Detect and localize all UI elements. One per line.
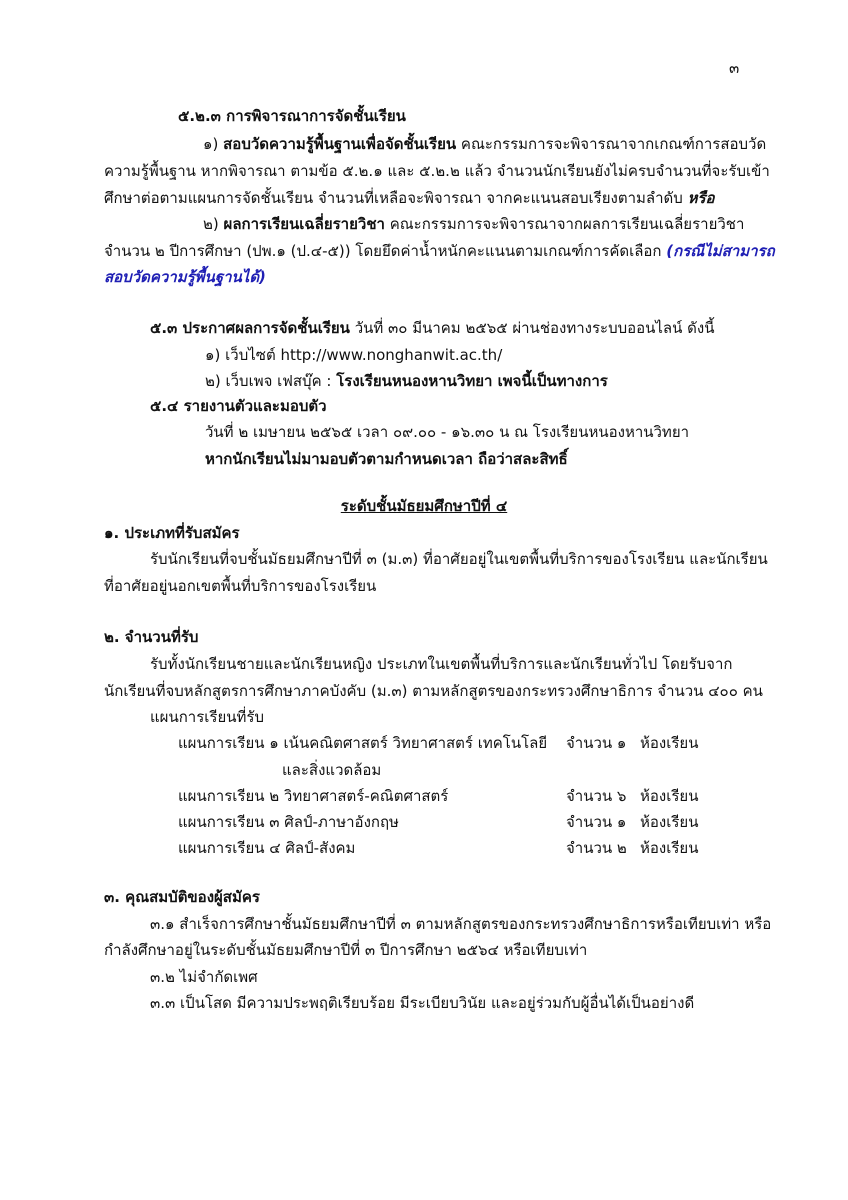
plan-unit: ห้องเรียน bbox=[640, 813, 699, 831]
note-text: (กรณีไม่สามารถ bbox=[666, 242, 775, 260]
plan-unit: ห้องเรียน bbox=[640, 839, 699, 857]
item-text: คณะกรรมการจะพิจารณาจากผลการเรียนเฉลี่ยรายวิชา bbox=[389, 215, 745, 233]
plan-qty: จำนวน ๑ bbox=[566, 813, 627, 831]
section-heading-2: ๒. จำนวนที่รับ bbox=[104, 628, 199, 646]
item-title: สอบวัดความรู้พื้นฐานเพื่อจัดชั้นเรียน bbox=[223, 135, 457, 153]
plan-qty: จำนวน ๑ bbox=[566, 734, 627, 752]
plan-qty: จำนวน ๒ bbox=[566, 839, 627, 857]
plan-unit: ห้องเรียน bbox=[640, 787, 699, 805]
website-item: ๑) เว็บไซต์ http://www.nonghanwit.ac.th/ bbox=[205, 346, 503, 364]
paragraph-line: รับทั้งนักเรียนชายและนักเรียนหญิง ประเภทในเขตพื้นที่บริการและนักเรียนทั่วไป โดยรับจาก bbox=[150, 655, 733, 673]
qualification-item: ๓.๑ สำเร็จการศึกษาชั้นมัธยมศึกษาปีที่ ๓ ตามหลักสูตรของกระทรวงศึกษาธิการหรือเทียบเท่า หรือ bbox=[150, 915, 772, 933]
paragraph-line bbox=[150, 318, 714, 338]
paragraph-line bbox=[104, 188, 715, 208]
facebook-page-name: โรงเรียนหนองหานวิทยา เพจนี้เป็นทางการ bbox=[336, 372, 608, 390]
plans-label: แผนการเรียนที่รับ bbox=[150, 708, 264, 726]
paragraph-line bbox=[104, 241, 775, 261]
item-label: ๑) bbox=[203, 135, 219, 153]
section-title: ระดับชั้นมัธยมศึกษาปีที่ ๔ bbox=[340, 497, 508, 515]
paragraph-line bbox=[203, 134, 766, 154]
plan-unit: ห้องเรียน bbox=[640, 734, 699, 752]
section-heading-5-4: ๕.๔ รายงานตัวและมอบตัว bbox=[150, 397, 327, 415]
section-heading-3: ๓. คุณสมบัติของผู้สมัคร bbox=[104, 888, 260, 906]
item-label: ๒) bbox=[203, 215, 219, 233]
section-heading-5-3: ๕.๓ ประกาศผลการจัดชั้นเรียน bbox=[150, 319, 350, 337]
item-text: คณะกรรมการจะพิจารณาจากเกณฑ์การสอบวัด bbox=[460, 135, 767, 153]
page-number: ๓ bbox=[729, 59, 740, 77]
plan-name: แผนการเรียน ๔ ศิลป์-สังคม bbox=[178, 839, 356, 857]
paragraph-text: วันที่ ๓๐ มีนาคม ๒๕๖๕ ผ่านช่องทางระบบออนไลน์ ดังนี้ bbox=[354, 319, 715, 337]
paragraph-line: วันที่ ๒ เมษายน ๒๕๖๕ เวลา ๐๙.๐๐ - ๑๖.๓๐ น ณ โรงเรียนหนองหานวิทยา bbox=[205, 423, 690, 441]
note-text: สอบวัดความรู้พื้นฐานได้) bbox=[104, 268, 266, 286]
qualification-item: ๓.๒ ไม่จำกัดเพศ bbox=[150, 968, 258, 986]
paragraph-line bbox=[203, 214, 744, 234]
item-title: ผลการเรียนเฉลี่ยรายวิชา bbox=[223, 215, 385, 233]
plan-name-continued: และสิ่งแวดล้อม bbox=[282, 761, 382, 779]
warning-line: หากนักเรียนไม่มามอบตัวตามกำหนดเวลา ถือว่าสละสิทธิ์ bbox=[205, 450, 568, 468]
section-heading-5-2-3: ๕.๒.๓ การพิจารณาการจัดชั้นเรียน bbox=[178, 107, 406, 125]
plan-name: แผนการเรียน ๓ ศิลป์-ภาษาอังกฤษ bbox=[178, 813, 399, 831]
facebook-item bbox=[205, 371, 608, 391]
paragraph-text: จำนวน ๒ ปีการศึกษา (ปพ.๑ (ป.๔-๕)) โดยยึดค่าน้ำหนักคะแนนตามเกณฑ์การคัดเลือก bbox=[104, 242, 662, 260]
paragraph-line: ความรู้พื้นฐาน หากพิจารณา ตามข้อ ๕.๒.๑ และ ๕.๒.๒ แล้ว จำนวนนักเรียนยังไม่ครบจำนวนที่จะรับเข้า bbox=[104, 162, 770, 180]
paragraph-line: รับนักเรียนที่จบชั้นมัธยมศึกษาปีที่ ๓ (ม.๓) ที่อาศัยอยู่ในเขตพื้นที่บริการของโรงเรียน และนักเรียน bbox=[150, 550, 768, 568]
facebook-prefix: ๒) เว็บเพจ เฟสบุ๊ค : bbox=[205, 372, 332, 390]
plan-name: แผนการเรียน ๒ วิทยาศาสตร์-คณิตศาสตร์ bbox=[178, 787, 449, 805]
paragraph-line: กำลังศึกษาอยู่ในระดับชั้นมัธยมศึกษาปีที่ ๓ ปีการศึกษา ๒๕๖๔ หรือเทียบเท่า bbox=[104, 941, 588, 959]
plan-qty: จำนวน ๖ bbox=[566, 787, 627, 805]
plan-name: แผนการเรียน ๑ เน้นคณิตศาสตร์ วิทยาศาสตร์ เทคโนโลยี bbox=[178, 734, 548, 752]
section-heading-1: ๑. ประเภทที่รับสมัคร bbox=[104, 524, 240, 542]
emphasis-or: หรือ bbox=[687, 189, 715, 207]
paragraph-line: ที่อาศัยอยู่นอกเขตพื้นที่บริการของโรงเรียน bbox=[104, 577, 377, 595]
qualification-item: ๓.๓ เป็นโสด มีความประพฤติเรียบร้อย มีระเบียบวินัย และอยู่ร่วมกับผู้อื่นได้เป็นอย่างดี bbox=[150, 994, 695, 1012]
paragraph-line: นักเรียนที่จบหลักสูตรการศึกษาภาคบังคับ (ม.๓) ตามหลักสูตรของกระทรวงศึกษาธิการ จำนวน ๔๐๐ คน bbox=[104, 682, 763, 700]
paragraph-text: ศึกษาต่อตามแผนการจัดชั้นเรียน จำนวนที่เหลือจะพิจารณา จากคะแนนสอบเรียงตามลำดับ bbox=[104, 189, 683, 207]
